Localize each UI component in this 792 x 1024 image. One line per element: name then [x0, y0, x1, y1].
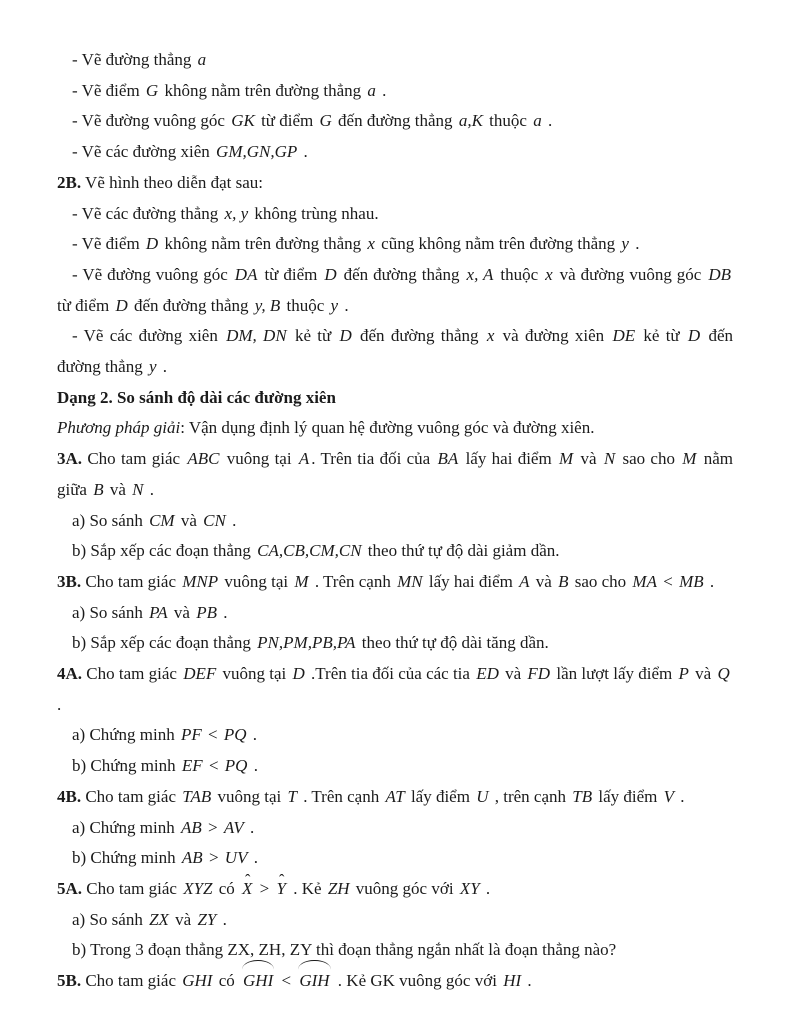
- problem-5a-part-a: [57, 905, 733, 936]
- text-run: Cho tam giác: [81, 786, 181, 806]
- math-run: DB: [708, 264, 731, 284]
- math-run: B: [558, 571, 569, 591]
- text-run: Cho tam giác: [81, 571, 181, 591]
- problem-3b-part-b: [57, 628, 733, 659]
- text-run: ZX, ZH, ZY: [227, 940, 312, 960]
- text-run: .: [218, 909, 227, 929]
- text-run: a) So sánh: [72, 909, 148, 929]
- text-run: <: [203, 725, 222, 745]
- text-run: Cho tam giác: [81, 971, 181, 991]
- math-run: D: [687, 326, 701, 346]
- arc-run: GIH: [298, 966, 330, 997]
- bold-run: Dạng 2. So sánh độ dài các đường xiên: [57, 387, 336, 407]
- text-run: vuông tại: [221, 449, 297, 469]
- bullet-oblique-gm-gn-gp: [57, 137, 733, 168]
- problem-3b-part-a: [57, 598, 733, 629]
- math-run: DA: [234, 264, 258, 284]
- text-run: và: [531, 571, 557, 591]
- heading-dang-2: [57, 383, 733, 414]
- problem-4b-part-b: [57, 843, 733, 874]
- bold-run: 4B.: [57, 786, 82, 806]
- text-run: đến đường thẳng: [353, 326, 485, 346]
- text-run: . Trên cạnh: [310, 571, 396, 591]
- text-run: không nằm trên đường thẳng: [160, 80, 366, 100]
- text-run: đến đường thẳng: [57, 326, 733, 377]
- text-run: - Vẽ các đường xiên: [72, 326, 225, 346]
- math-run: FD: [527, 664, 551, 684]
- text-run: .: [227, 510, 237, 530]
- text-run: .: [481, 878, 491, 898]
- text-run: .: [57, 694, 62, 714]
- math-run: ZX: [149, 909, 169, 929]
- text-run: kẻ từ: [637, 326, 686, 346]
- math-run: UV: [224, 848, 248, 868]
- math-run: AB: [181, 848, 203, 868]
- bold-run: 3A.: [57, 449, 83, 469]
- math-run: XYZ: [183, 878, 213, 898]
- math-run: MA: [632, 571, 657, 591]
- bullet-oblique-dm-dn-de: [57, 321, 733, 382]
- text-run: .: [523, 971, 532, 991]
- text-run: và: [500, 664, 526, 684]
- math-run: a: [367, 80, 376, 100]
- text-run: b) Chứng minh: [72, 848, 180, 868]
- text-run: - Vẽ các đường thẳng: [72, 203, 223, 223]
- text-run: .: [543, 111, 553, 131]
- text-run: . Trên tia đối của: [311, 449, 436, 469]
- text-run: thì đoạn thẳng ngắn nhất là đoạn thẳng nào?: [311, 940, 617, 960]
- text-run: , trên cạnh: [490, 786, 571, 806]
- math-run: V: [663, 786, 675, 806]
- text-run: Cho tam giác: [82, 664, 182, 684]
- text-run: .: [676, 786, 685, 806]
- text-run: sao cho: [617, 449, 681, 469]
- math-run: XY: [459, 878, 480, 898]
- text-run: cũng không nằm trên đường thẳng: [376, 234, 620, 254]
- text-run: và: [690, 664, 716, 684]
- math-run: PB: [196, 602, 217, 622]
- bullet-draw-line-a: [57, 45, 733, 76]
- math-run: TAB: [182, 786, 212, 806]
- problem-2b: [57, 168, 733, 199]
- text-run: thuộc: [484, 111, 532, 131]
- math-run: MB: [679, 571, 704, 591]
- method-note: [57, 413, 733, 444]
- bullet-point-g: [57, 76, 733, 107]
- text-run: b) Sắp xếp các đoạn thẳng: [72, 633, 256, 653]
- text-run: và: [105, 479, 131, 499]
- math-run: Q: [717, 664, 730, 684]
- text-run: .: [218, 602, 228, 622]
- math-run: y: [148, 357, 157, 377]
- text-run: đến đường thẳng: [338, 264, 465, 284]
- problem-4a-part-a: [57, 720, 733, 751]
- math-run: x, A: [466, 264, 494, 284]
- math-run: D: [339, 326, 352, 346]
- problem-3a-part-b: [57, 536, 733, 567]
- text-run: thuộc: [495, 264, 544, 284]
- text-run: lấy hai điểm: [424, 571, 518, 591]
- math-run: BA: [437, 449, 459, 469]
- math-run: N: [603, 449, 616, 469]
- math-run: MN: [397, 571, 423, 591]
- text-run: . Kẻ: [288, 878, 326, 898]
- text-run: Cho tam giác: [82, 449, 186, 469]
- math-run: PQ: [223, 725, 247, 745]
- bold-run: 2B.: [57, 172, 82, 192]
- math-run: U: [476, 786, 489, 806]
- text-run: thuộc: [282, 295, 329, 315]
- math-run: AV: [223, 817, 244, 837]
- math-run: y: [330, 295, 339, 315]
- math-run: M: [559, 449, 574, 469]
- math-run: A: [298, 449, 310, 469]
- text-run: kẻ từ: [288, 326, 338, 346]
- text-run: .: [145, 479, 155, 499]
- text-run: theo thứ tự độ dài tăng dần.: [357, 633, 549, 653]
- math-run: ZY: [197, 909, 217, 929]
- text-run: có: [214, 971, 240, 991]
- math-run: D: [292, 664, 305, 684]
- text-run: .: [248, 725, 258, 745]
- math-run: y, B: [254, 295, 281, 315]
- hat-run: ˆ X: [242, 874, 252, 905]
- bullet-perpendicular-gk: [57, 106, 733, 137]
- text-run: a) So sánh: [72, 602, 148, 622]
- math-run: DM, DN: [226, 326, 287, 346]
- text-run: >: [203, 817, 222, 837]
- text-run: .: [249, 848, 258, 868]
- math-run: D: [145, 234, 159, 254]
- math-run: P: [678, 664, 689, 684]
- problem-3b: [57, 567, 733, 598]
- math-run: a,K: [458, 111, 483, 131]
- math-run: PA: [149, 602, 168, 622]
- italic-run: Phương pháp giải: [57, 418, 181, 438]
- math-run: G: [145, 80, 159, 100]
- text-run: không nằm trên đường thẳng: [160, 234, 366, 254]
- problem-5a-part-b: [57, 935, 733, 966]
- text-run: . Kẻ GK vuông góc với: [333, 971, 502, 991]
- text-run: .: [377, 80, 387, 100]
- math-run: G: [319, 111, 332, 131]
- text-run: vuông tại: [213, 786, 286, 806]
- text-run: và: [176, 510, 202, 530]
- math-run: T: [287, 786, 297, 806]
- math-run: x: [545, 264, 553, 284]
- math-run: PQ: [224, 756, 248, 776]
- math-run: PN,PM,PB,PA: [257, 633, 356, 653]
- text-run: - Vẽ điểm: [72, 80, 144, 100]
- math-run: x, y: [224, 203, 249, 223]
- math-run: a: [197, 50, 207, 69]
- text-run: .: [299, 142, 308, 162]
- text-run: lấy hai điểm: [460, 449, 557, 469]
- text-run: và: [169, 602, 195, 622]
- text-run: - Vẽ đường vuông góc: [72, 264, 233, 284]
- text-run: - Vẽ các đường xiên: [72, 142, 215, 162]
- text-run: >: [255, 878, 274, 898]
- text-run: : Vận dụng định lý quan hệ đường vuông góc và đường xiên.: [180, 418, 595, 438]
- math-run: TB: [572, 786, 593, 806]
- bullet-perpendicular-da-db: [57, 260, 733, 321]
- problem-4a-part-b: [57, 751, 733, 782]
- text-run: a) Chứng minh: [72, 817, 179, 837]
- math-run: GK: [231, 111, 255, 131]
- problem-3a: [57, 444, 733, 505]
- text-run: nằm giữa: [57, 449, 734, 499]
- text-run: . Trên cạnh: [298, 786, 384, 806]
- text-run: lấy điểm: [406, 786, 475, 806]
- math-run: A: [519, 571, 530, 591]
- math-run: a: [533, 111, 542, 131]
- text-run: từ điểm: [57, 295, 114, 315]
- math-run: x: [486, 326, 495, 346]
- text-run: theo thứ tự độ dài giảm dần.: [363, 541, 560, 561]
- math-run: AT: [385, 786, 405, 806]
- math-run: HI: [503, 971, 522, 991]
- text-run: vuông tại: [218, 664, 291, 684]
- math-run: CM: [149, 510, 175, 530]
- text-run: <: [658, 571, 678, 591]
- text-run: >: [204, 848, 223, 868]
- math-run: x: [367, 234, 375, 254]
- math-run: N: [132, 479, 144, 499]
- math-run: ZH: [327, 878, 350, 898]
- text-run: sao cho: [570, 571, 631, 591]
- problem-3a-part-a: [57, 506, 733, 537]
- text-run: b) Trong 3 đoạn thẳng: [72, 940, 228, 960]
- text-run: và đường vuông góc: [554, 264, 707, 284]
- text-run: .Trên tia đối của các tia: [306, 664, 475, 684]
- text-run: lần lượt lấy điểm: [552, 664, 677, 684]
- text-run: <: [277, 971, 296, 991]
- problem-5a: [57, 874, 733, 905]
- text-run: .: [158, 357, 168, 377]
- text-run: .: [249, 756, 258, 776]
- math-run: CN: [203, 510, 226, 530]
- text-run: đến đường thẳng: [333, 111, 457, 131]
- math-run: ABC: [187, 449, 220, 469]
- text-run: a) So sánh: [72, 510, 148, 530]
- text-run: và: [575, 449, 602, 469]
- bold-run: 5B.: [57, 971, 82, 991]
- text-run: b) Sắp xếp các đoạn thẳng: [72, 541, 256, 561]
- text-run: lấy điểm: [594, 786, 662, 806]
- text-run: từ điểm: [256, 111, 318, 131]
- math-run: ED: [476, 664, 499, 684]
- text-run: - Vẽ đường vuông góc: [72, 111, 230, 131]
- math-run: y: [621, 234, 629, 254]
- text-run: và: [170, 909, 196, 929]
- math-run: DE: [612, 326, 636, 346]
- text-run: a) Chứng minh: [72, 725, 179, 745]
- problem-5b: [57, 966, 733, 997]
- text-run: Vẽ hình theo diễn đạt sau:: [81, 172, 264, 192]
- document-page: [57, 0, 733, 997]
- math-run: CA,CB,CM,CN: [257, 541, 362, 561]
- text-run: vuông góc với: [351, 878, 458, 898]
- math-run: M: [682, 449, 697, 469]
- bold-run: 3B.: [57, 571, 82, 591]
- text-run: - Vẽ điểm: [72, 234, 144, 254]
- math-run: GM,GN,GP: [216, 142, 298, 162]
- text-run: từ điểm: [259, 264, 323, 284]
- text-run: Cho tam giác: [82, 878, 182, 898]
- text-run: có: [214, 878, 240, 898]
- math-run: M: [294, 571, 309, 591]
- problem-4a: [57, 659, 733, 720]
- problem-4b: [57, 782, 733, 813]
- math-run: B: [93, 479, 104, 499]
- hat-run: ˆ Y: [277, 874, 286, 905]
- text-run: không trùng nhau.: [250, 203, 379, 223]
- text-run: <: [204, 756, 223, 776]
- math-run: AB: [180, 817, 202, 837]
- math-run: DEF: [183, 664, 217, 684]
- arc-run: GHI: [242, 966, 274, 997]
- math-run: GHI: [182, 971, 213, 991]
- bullet-point-d: [57, 229, 733, 260]
- text-run: .: [340, 295, 349, 315]
- math-run: PF: [180, 725, 202, 745]
- text-run: .: [245, 817, 255, 837]
- text-run: - Vẽ đường thẳng: [72, 50, 196, 69]
- bold-run: 5A.: [57, 878, 83, 898]
- math-run: D: [115, 295, 128, 315]
- text-run: .: [630, 234, 640, 254]
- bold-run: 4A.: [57, 664, 83, 684]
- math-run: EF: [181, 756, 203, 776]
- math-run: D: [324, 264, 337, 284]
- text-run: vuông tại: [220, 571, 293, 591]
- text-run: b) Chứng minh: [72, 756, 180, 776]
- bullet-lines-x-y: [57, 199, 733, 230]
- math-run: MNP: [182, 571, 219, 591]
- text-run: đến đường thẳng: [129, 295, 253, 315]
- text-run: và đường xiên: [496, 326, 611, 346]
- text-run: .: [705, 571, 715, 591]
- problem-4b-part-a: [57, 813, 733, 844]
